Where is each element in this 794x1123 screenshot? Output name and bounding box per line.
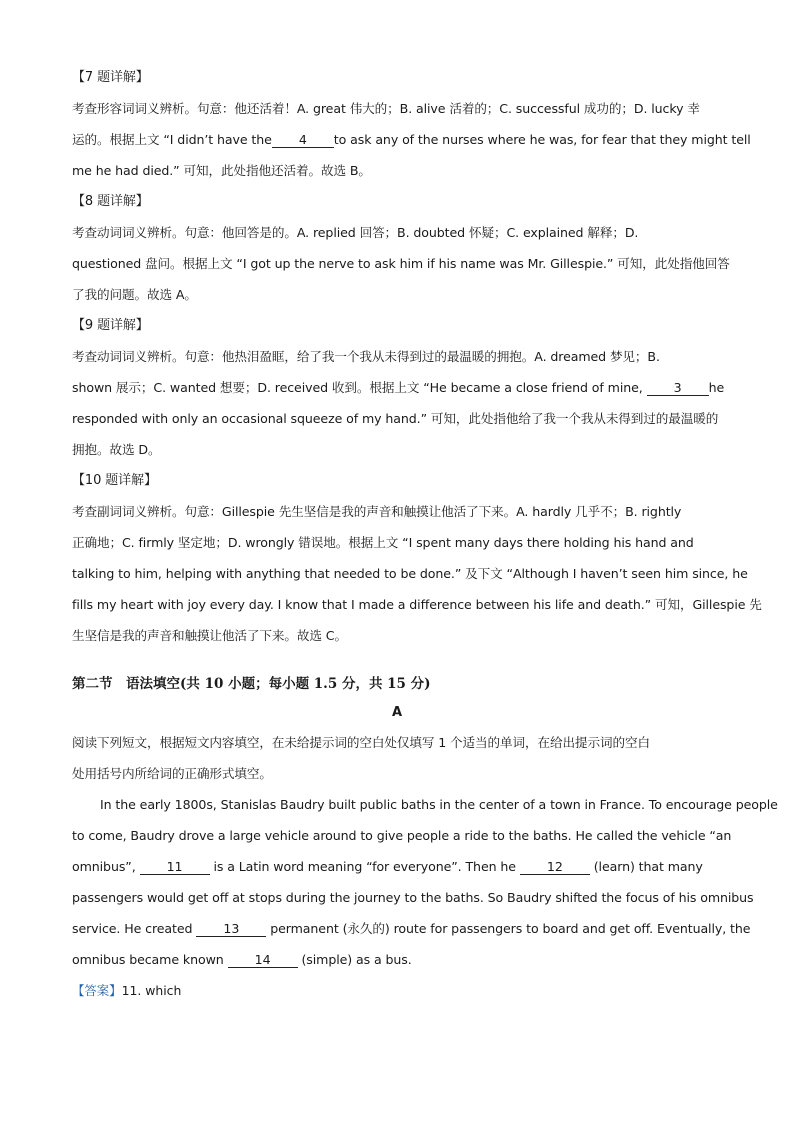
blank-14: 14 — [228, 953, 298, 968]
q8-line-1: 考查动词词义辨析。句意：他回答是的。A. replied 回答；B. doubted 怀疑；C. explained 解释；D. — [72, 225, 639, 240]
q8-line-3: 了我的问题。故选 A。 — [72, 287, 197, 302]
section-title: 第二节 语法填空(共 10 小题；每小题 1.5 分，共 15 分) — [72, 676, 431, 692]
instructions-line-2: 处用括号内所给词的正确形式填空。 — [72, 766, 272, 781]
q7-line-2: 运的。根据上文 “I didn’t have the 4 to ask any of the nurses where he was, for fear that they might tell — [72, 132, 751, 147]
document-page — [72, 62, 778, 1006]
q10-heading: 【10 题详解】 — [72, 473, 157, 488]
instructions-line-1: 阅读下列短文，根据短文内容填空，在未给提示词的空白处仅填写 1 个适当的单词，在给出提示词的空白 — [72, 735, 650, 750]
q8-line-2: questioned 盘问。根据上文 “I got up the nerve to ask him if his name was Mr. Gillespie.” 可知，此处指他回答 — [72, 256, 730, 271]
q7-line-3: me he had died.” 可知，此处指他还活着。故选 B。 — [72, 163, 371, 178]
passage-line-3: omnibus”, 11 is a Latin word meaning “for everyone”. Then he 12 (learn) that many — [72, 859, 703, 874]
passage-line-2: to come, Baudry drove a large vehicle around to give people a ride to the baths. He called the vehicle “an — [72, 828, 732, 843]
q9-line-1: 考查动词词义辨析。句意：他热泪盈眶，给了我一个我从未得到过的最温暖的拥抱。A. dreamed 梦见；B. — [72, 349, 660, 364]
q10-line-5: 生坚信是我的声音和触摸让他活了下来。故选 C。 — [72, 628, 347, 643]
q10-line-3: talking to him, helping with anything that needed to be done.” 及下文 “Although I haven’t seen him since, he — [72, 566, 748, 581]
part-label: A — [391, 705, 403, 720]
blank-11: 11 — [140, 860, 210, 875]
q10-line-2: 正确地；C. firmly 坚定地；D. wrongly 错误地。根据上文 “I spent many days there holding his hand and — [72, 535, 694, 550]
blank-13: 13 — [196, 922, 266, 937]
q9-heading: 【9 题详解】 — [72, 318, 149, 333]
blank-3: 3 — [647, 381, 709, 396]
q8-heading: 【8 题详解】 — [72, 194, 149, 209]
passage-line-1: In the early 1800s, Stanislas Baudry built public baths in the center of a town in France. To encourage people — [100, 797, 778, 812]
q7-heading: 【7 题详解】 — [72, 70, 149, 85]
blank-4: 4 — [272, 133, 334, 148]
q10-line-1: 考查副词词义辨析。句意：Gillespie 先生坚信是我的声音和触摸让他活了下来。A. hardly 几乎不；B. rightly — [72, 504, 682, 519]
answer-text: 11. which — [121, 983, 182, 998]
passage-line-4: passengers would get off at stops during the journey to the baths. So Baudry shifted the focus of his omnibus — [72, 890, 754, 905]
q9-line-4: 拥抱。故选 D。 — [72, 442, 161, 457]
q9-line-3: responded with only an occasional squeeze of my hand.” 可知，此处指他给了我一个我从未得到过的最温暖的 — [72, 411, 719, 426]
answer-line — [72, 975, 722, 1006]
blank-12: 12 — [520, 860, 590, 875]
q9-line-2: shown 展示；C. wanted 想要；D. received 收到。根据上文 “He became a close friend of mine, 3 he — [72, 380, 725, 395]
section-gap — [72, 651, 722, 669]
q7-line-1: 考查形容词词义辨析。句意：他还活着！A. great 伟大的；B. alive 活着的；C. successful 成功的；D. lucky 幸 — [72, 101, 700, 116]
passage-line-6: omnibus became known 14 (simple) as a bus. — [72, 952, 412, 967]
answer-tag: 【答案】 — [72, 983, 122, 998]
q10-line-4: fills my heart with joy every day. I know that I made a difference between his life and death.” 可知，Gillespie 先 — [72, 597, 762, 612]
passage-line-5: service. He created 13 permanent (永久的) route for passengers to board and get off. Eventually, the — [72, 921, 751, 936]
